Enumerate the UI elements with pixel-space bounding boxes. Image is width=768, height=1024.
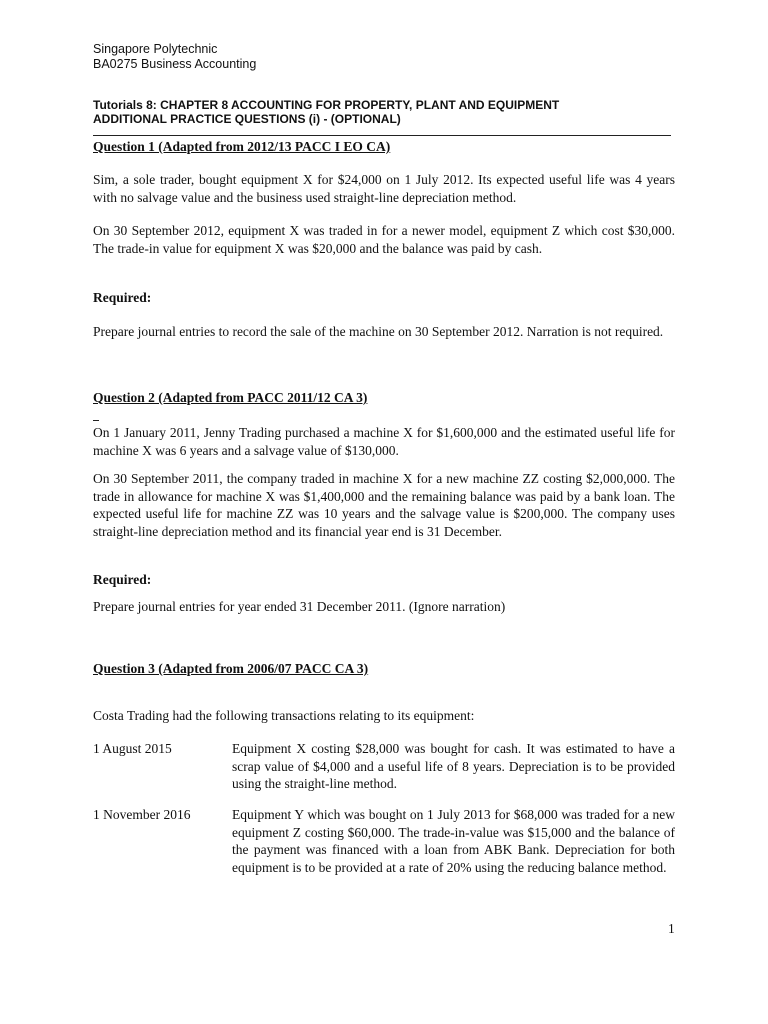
question-2-heading: Question 2 (Adapted from PACC 2011/12 CA 3) [93,390,368,405]
question-1-paragraph-1: Sim, a sole trader, bought equipment X for $24,000 on 1 July 2012. Its expected useful life was 4 years with no salvage value and the business used straight-line depreciation method. [93,172,675,205]
institution-name: Singapore Polytechnic [93,42,218,56]
question-1-paragraph-2: On 30 September 2012, equipment X was traded in for a newer model, equipment Z which cost $30,000. The trade-in value for equipment X was $20,000 and the balance was paid by cash. [93,223,675,256]
transaction-2-description: Equipment Y which was bought on 1 July 2013 for $68,000 was traded for a new equipment Z costing $60,000. The trade-in-value was $15,000 and the balance of the payment was financed with a loan from ABK Bank. Depreciation for both equipment is to be provided at a rate of 20% using the reducing balance method. [232,807,675,875]
question-1-task: Prepare journal entries to record the sale of the machine on 30 September 2012. Narration is not required. [93,324,664,339]
title-divider [93,135,671,136]
question-1-required-label: Required: [93,290,152,305]
question-3-intro: Costa Trading had the following transactions relating to its equipment: [93,708,475,723]
text-cursor-mark [93,420,99,421]
question-1-heading: Question 1 (Adapted from 2012/13 PACC I EO CA) [93,139,391,154]
question-2-required-label: Required: [93,572,152,587]
course-name: BA0275 Business Accounting [93,57,257,71]
tutorial-title-line2: ADDITIONAL PRACTICE QUESTIONS (i) - (OPTIONAL) [93,112,401,126]
tutorial-title-line1: Tutorials 8: CHAPTER 8 ACCOUNTING FOR PROPERTY, PLANT AND EQUIPMENT [93,98,560,112]
page-header [93,42,256,72]
question-3-heading: Question 3 (Adapted from 2006/07 PACC CA 3) [93,661,369,676]
transaction-1-description: Equipment X costing $28,000 was bought for cash. It was estimated to have a scrap value of $4,000 and a useful life of 8 years. Depreciation is to be provided using the straight-line method. [232,741,675,791]
question-2-paragraph-2: On 30 September 2011, the company traded in machine X for a new machine ZZ costing $2,000,000. The trade in allowance for machine X was $1,400,000 and the remaining balance was paid by a bank loan. The expected useful life for machine ZZ was 10 years and the salvage value is $200,000. The company uses straight-line depreciation method and its financial year end is 31 December. [93,471,675,539]
question-2-paragraph-1: On 1 January 2011, Jenny Trading purchased a machine X for $1,600,000 and the estimated useful life for machine X was 6 years and a salvage value of $130,000. [93,425,675,458]
transaction-1-date: 1 August 2015 [93,741,172,756]
question-2-task: Prepare journal entries for year ended 31 December 2011. (Ignore narration) [93,599,506,614]
tutorial-title [93,98,671,126]
transaction-2-date: 1 November 2016 [93,807,191,822]
page-number: 1 [668,921,675,936]
